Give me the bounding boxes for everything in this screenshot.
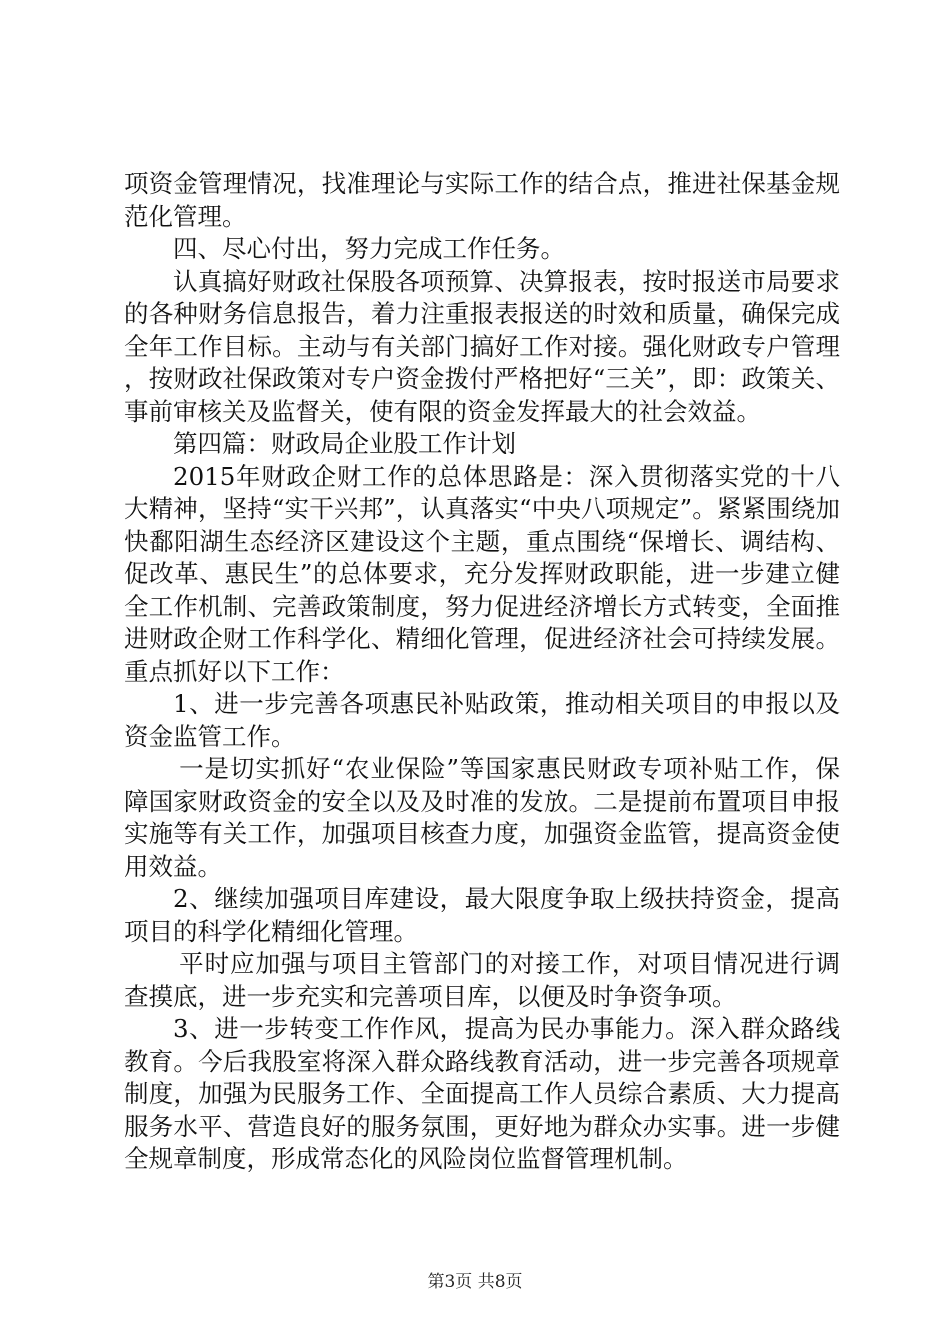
- document-body: [124, 168, 840, 1176]
- paragraph-budget-reports: 认真搞好财政社保股各项预算、决算报表，按时报送市局要求的各种财务信息报告，着力注重报表报送的时效和质量，确保完成全年工作目标。主动与有关部门搞好工作对接。强化财政专户管理，按财政社保政策对专户资金拨付严格把好“三关”，即：政策关、事前审核关及监督关，使有限的资金发挥最大的社会效益。: [124, 266, 840, 426]
- page-number-footer: 第3页 共8页: [427, 1272, 523, 1292]
- paragraph-continuation: 项资金管理情况，找准理论与实际工作的结合点，推进社保基金规范化管理。: [124, 169, 840, 231]
- section-heading-four: 四、尽心付出，努力完成工作任务。: [173, 234, 565, 263]
- item-heading-two: 2、继续加强项目库建设，最大限度争取上级扶持资金，提高项目的科学化精细化管理。: [124, 884, 840, 946]
- paragraph-overall-approach: 2015年财政企财工作的总体思路是：深入贯彻落实党的十八大精神，坚持“实干兴邦”，认真落实“中央八项规定”。紧紧围绕加快鄱阳湖生态经济区建设这个主题，重点围绕“保增长、调结构、促改革、惠民生”的总体要求，充分发挥财政职能，进一步建立健全工作机制、完善政策制度，努力促进经济增长方式转变，全面推进财政企财工作科学化、精细化管理，促进经济社会可持续发展。重点抓好以下工作：: [124, 461, 840, 686]
- chapter-title: 第四篇：财政局企业股工作计划: [173, 429, 516, 458]
- paragraph-item-one-detail: 一是切实抓好“农业保险”等国家惠民财政专项补贴工作，保障国家财政资金的安全以及及时准的发放。二是提前布置项目申报实施等有关工作，加强项目核查力度，加强资金监管，提高资金使用效益。: [124, 754, 840, 881]
- item-heading-three: 3、进一步转变工作作风，提高为民办事能力。深入群众路线教育。今后我股室将深入群众路线教育活动，进一步完善各项规章制度，加强为民服务工作、全面提高工作人员综合素质、大力提高服务水平、营造良好的服务氛围，更好地为群众办实事。进一步健全规章制度，形成常态化的风险岗位监督管理机制。: [124, 1014, 840, 1173]
- item-heading-one: 1、进一步完善各项惠民补贴政策，推动相关项目的申报以及资金监管工作。: [124, 689, 840, 751]
- paragraph-item-two-detail: 平时应加强与项目主管部门的对接工作，对项目情况进行调查摸底，进一步充实和完善项目库，以便及时争资争项。: [124, 949, 840, 1011]
